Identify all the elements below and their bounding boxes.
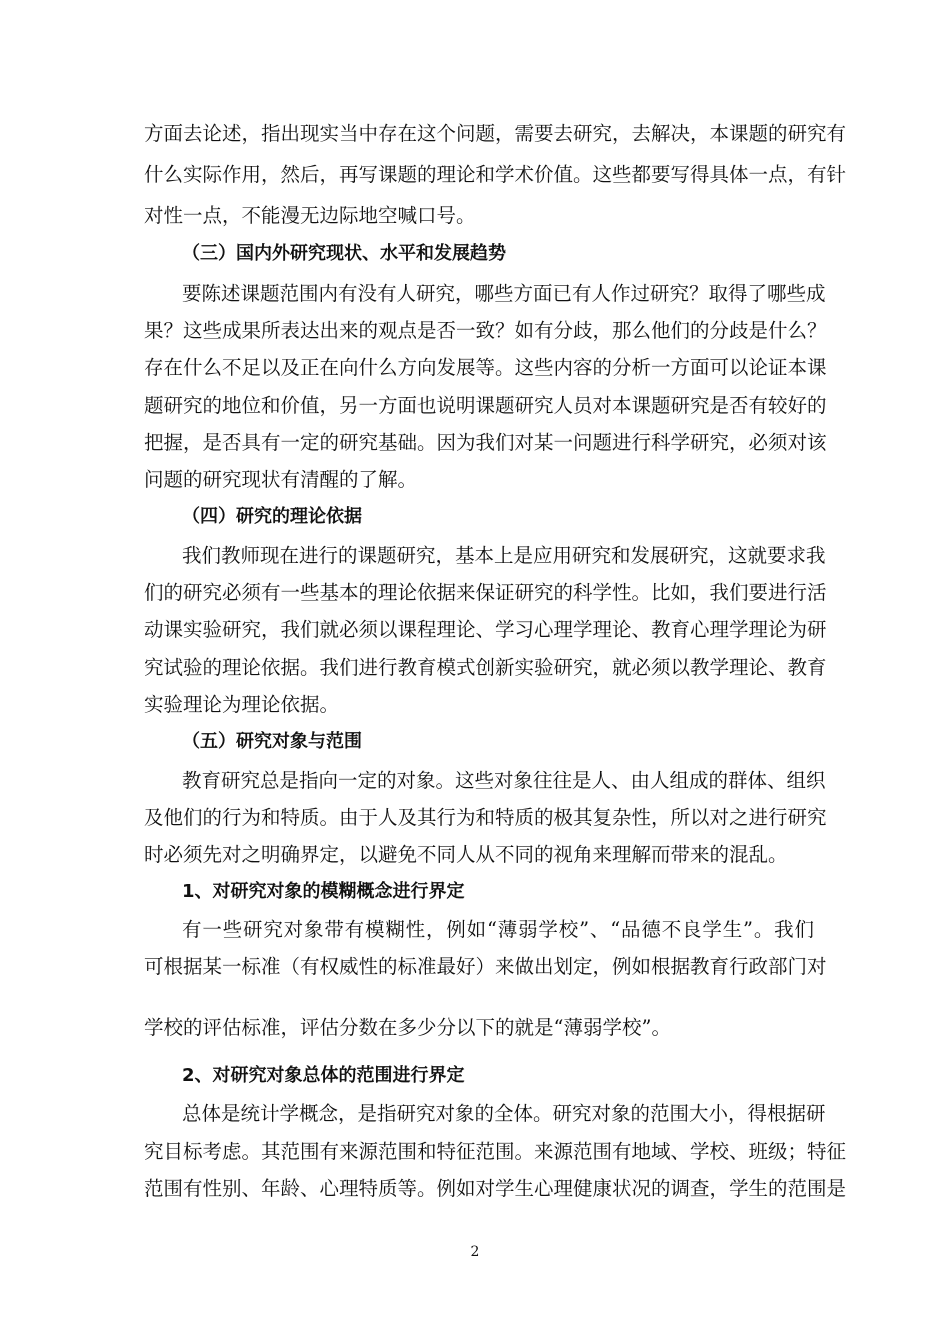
body-text-line: 可根据某一标准（有权威性的标准最好）来做出划定，例如根据教育行政部门对: [144, 955, 827, 978]
body-text-line: 果？这些成果所表达出来的观点是否一致？如有分歧，那么他们的分歧是什么？: [144, 319, 827, 342]
body-text-line: 方面去论述，指出现实当中存在这个问题，需要去研究，去解决，本课题的研究有: [144, 122, 847, 145]
body-text-line: 教育研究总是指向一定的对象。这些对象往往是人、由人组成的群体、组织: [182, 769, 826, 792]
section-heading-4: （四）研究的理论依据: [182, 506, 362, 527]
body-text-line: 问题的研究现状有清醒的了解。: [144, 468, 418, 491]
body-text-line: 把握，是否具有一定的研究基础。因为我们对某一问题进行科学研究，必须对该: [144, 431, 827, 454]
body-text-line: 什么实际作用，然后，再写课题的理论和学术价值。这些都要写得具体一点，有针: [144, 163, 847, 186]
body-text-line: 学校的评估标准，评估分数在多少分以下的就是“薄弱学校”。: [144, 1016, 671, 1039]
body-text-line: 我们教师现在进行的课题研究，基本上是应用研究和发展研究，这就要求我: [182, 544, 826, 567]
body-text-line: 存在什么不足以及正在向什么方向发展等。这些内容的分析一方面可以论证本课: [144, 356, 827, 379]
body-text-line: 实验理论为理论依据。: [144, 693, 340, 716]
subsection-heading-2: 2、对研究对象总体的范围进行界定: [182, 1065, 465, 1086]
body-text-line: 题研究的地位和价值，另一方面也说明课题研究人员对本课题研究是否有较好的: [144, 394, 827, 417]
section-heading-3: （三）国内外研究现状、水平和发展趋势: [182, 243, 506, 264]
body-text-line: 范围有性别、年龄、心理特质等。例如对学生心理健康状况的调查，学生的范围是: [144, 1177, 847, 1200]
body-text-line: 要陈述课题范围内有没有人研究，哪些方面已有人作过研究？取得了哪些成: [182, 282, 826, 305]
body-text-line: 及他们的行为和特质。由于人及其行为和特质的极其复杂性，所以对之进行研究: [144, 806, 827, 829]
subsection-heading-1: 1、对研究对象的模糊概念进行界定: [182, 881, 465, 902]
body-text-line: 时必须先对之明确界定，以避免不同人从不同的视角来理解而带来的混乱。: [144, 843, 788, 866]
body-text-line: 有一些研究对象带有模糊性，例如“薄弱学校”、“品德不良学生”。我们: [182, 918, 814, 941]
body-text-line: 究试验的理论依据。我们进行教育模式创新实验研究，就必须以教学理论、教育: [144, 656, 827, 679]
body-text-line: 总体是统计学概念，是指研究对象的全体。研究对象的范围大小，得根据研: [182, 1102, 826, 1125]
body-text-line: 究目标考虑。其范围有来源范围和特征范围。来源范围有地域、学校、班级；特征: [144, 1140, 847, 1163]
page-number: 2: [470, 1244, 480, 1260]
body-text-line: 动课实验研究，我们就必须以课程理论、学习心理学理论、教育心理学理论为研: [144, 618, 827, 641]
body-text-line: 们的研究必须有一些基本的理论依据来保证研究的科学性。比如，我们要进行活: [144, 581, 827, 604]
body-text-line: 对性一点，不能漫无边际地空喊口号。: [144, 204, 476, 227]
section-heading-5: （五）研究对象与范围: [182, 731, 362, 752]
